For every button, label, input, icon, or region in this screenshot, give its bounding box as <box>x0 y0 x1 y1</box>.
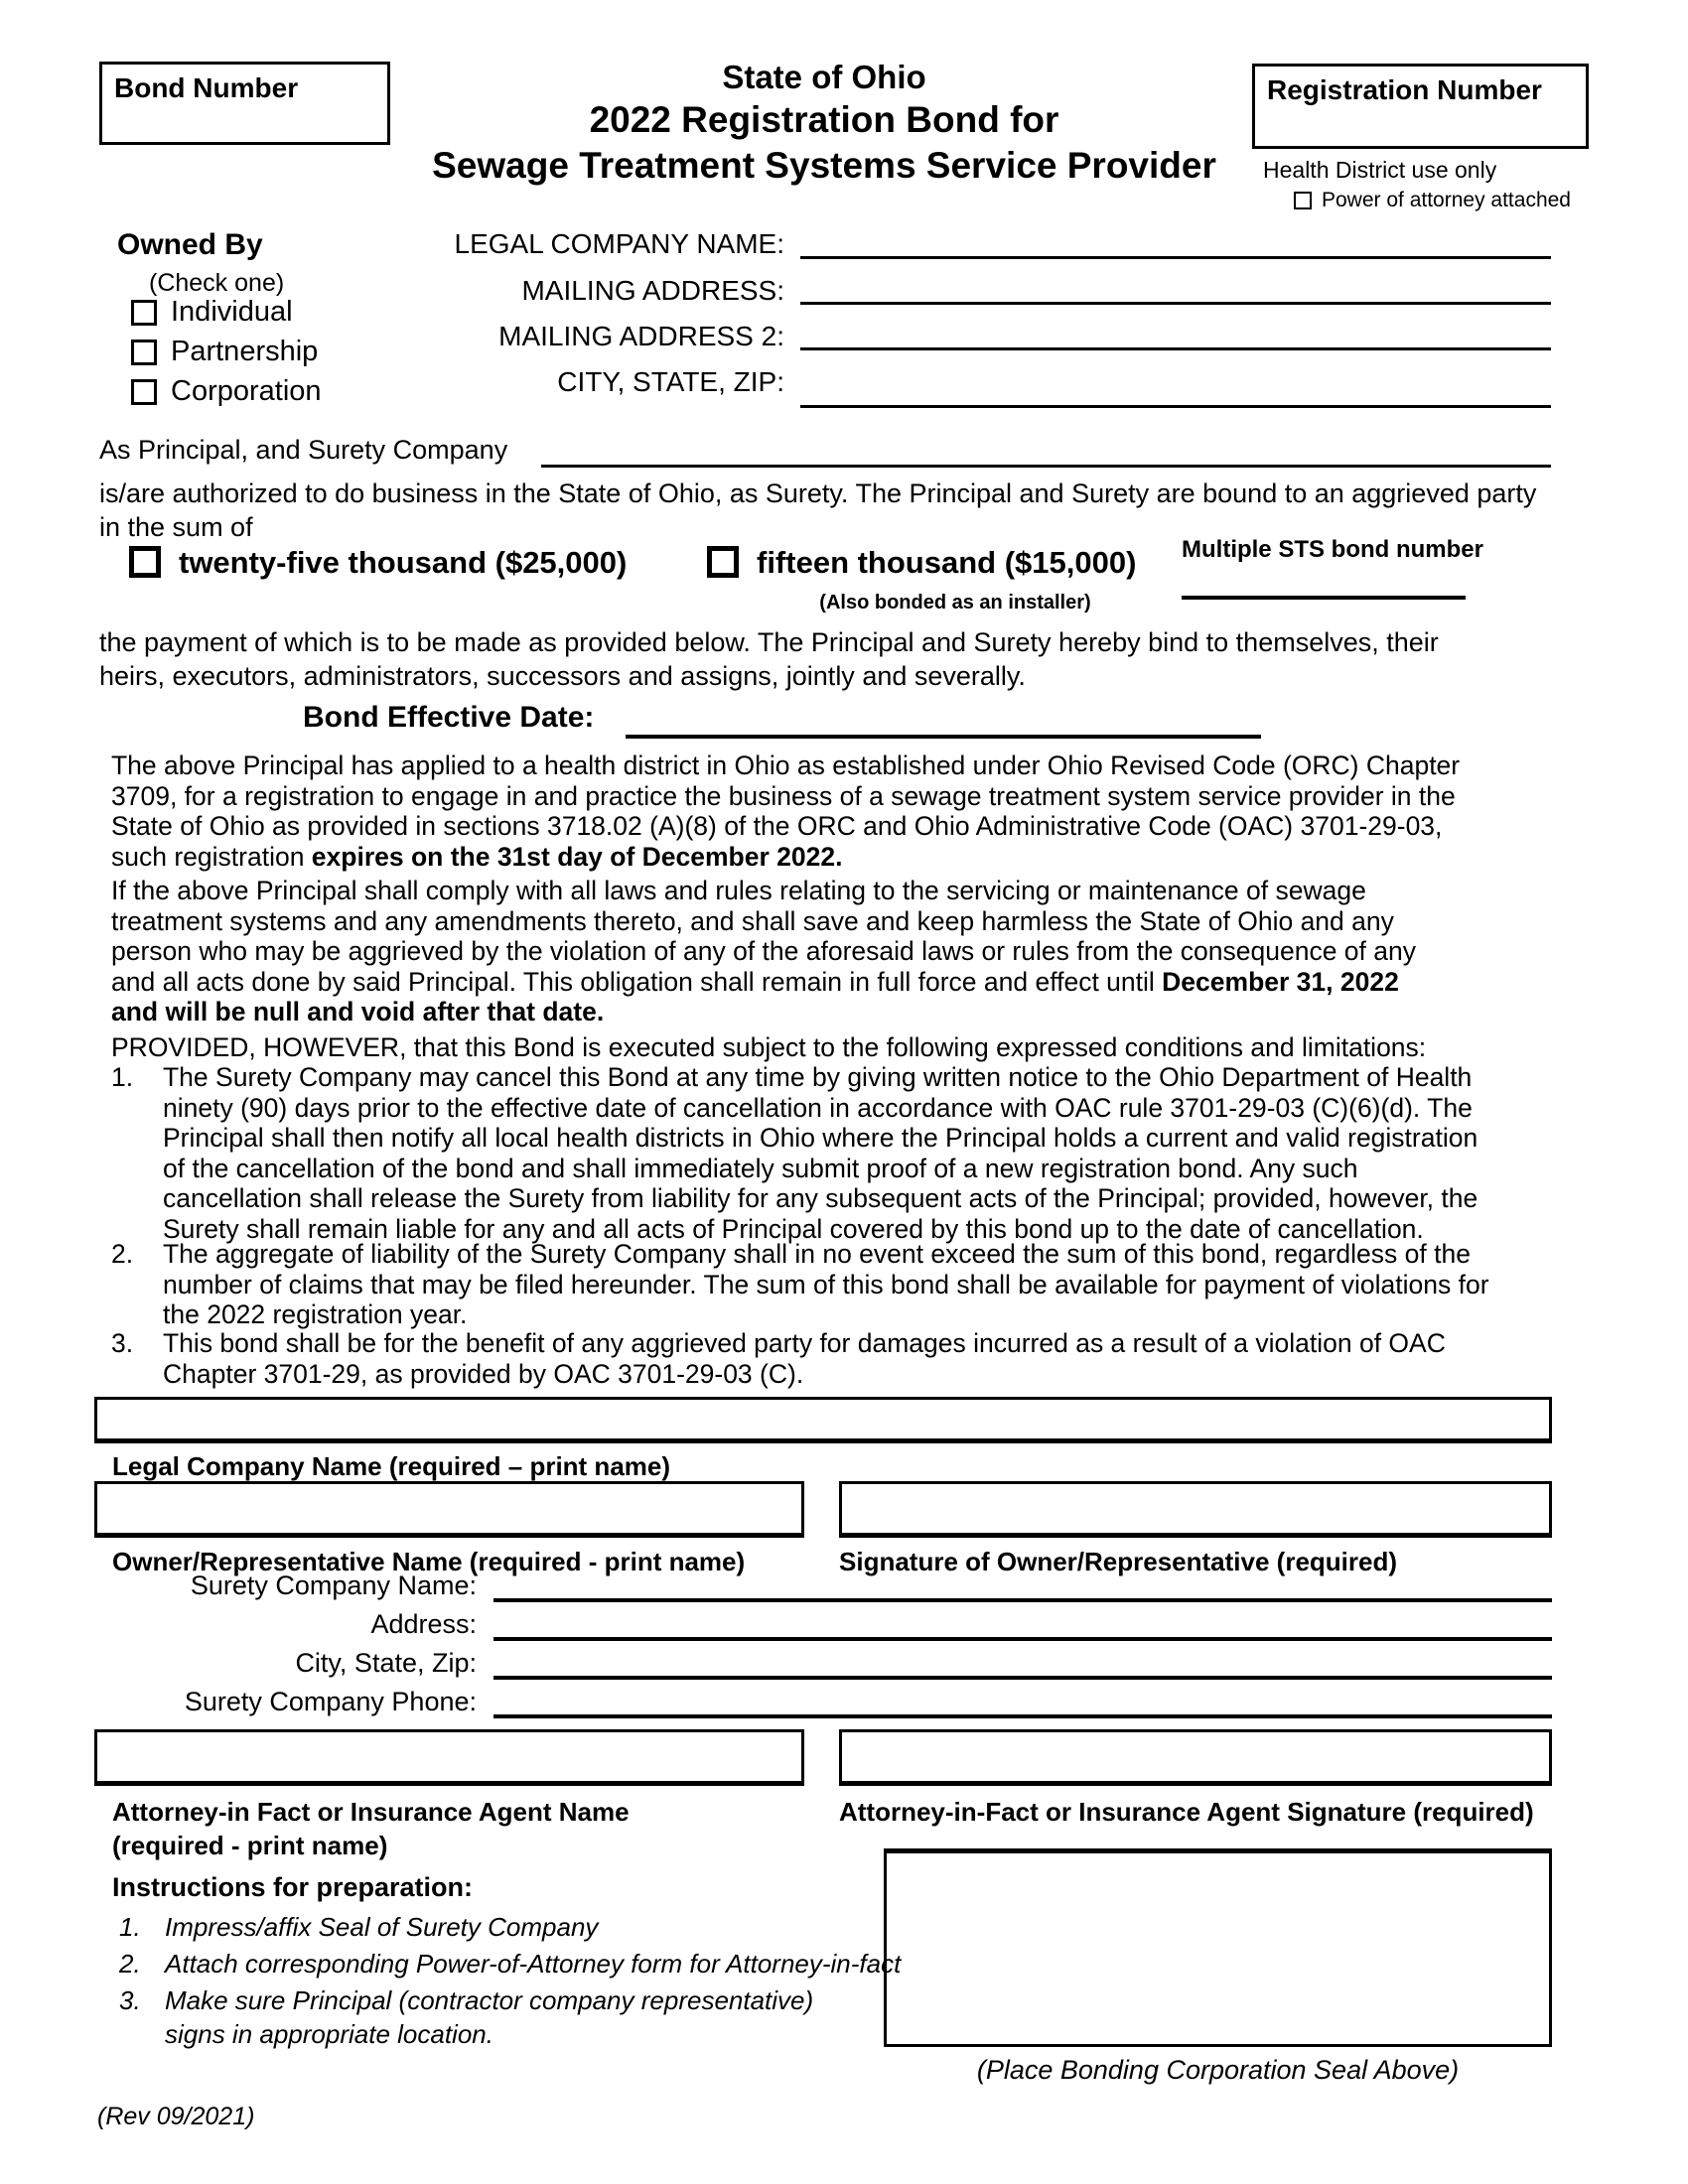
principal-lead-text: As Principal, and Surety Company <box>99 435 508 465</box>
applied-bold-text: expires on the 31st day of December 2022. <box>311 841 843 872</box>
sum-25000-checkbox[interactable] <box>129 546 161 578</box>
surety-address-label: Address: <box>370 1609 477 1639</box>
condition-2-number: 2. <box>111 1239 134 1269</box>
applied-text: The above Principal has applied to a health district in Ohio as established under Ohio Revised Code (ORC) Chapter 3709, for a registration to engage in and practice the business of a sewage treatment system service provider in the State of Ohio as provided in sections 3718.02 (A)(8) of the ORC and Ohio Administrative Code (OAC) 3701-29-03, such registration <box>111 751 1461 872</box>
condition-1-text: The Surety Company may cancel this Bond at any time by giving written notice to the Ohio Department of Health ninety (90) days prior to the effective date of cancellation in accordance with OAC rule 3701-29-03 (C)(6)(d). The Principal shall then notify all local health districts in Ohio where the Principal holds a current and valid registration of the cancellation of the bond and shall immediately submit proof of a new registration bond. Any such cancellation shall release the Surety from liability for any subsequent acts of the Principal; provided, however, the Surety shall remain liable for any and all acts of Principal covered by this bond up to the date of cancellation. <box>163 1062 1478 1244</box>
power-of-attorney-checkbox[interactable] <box>1294 192 1312 209</box>
partnership-label: Partnership <box>171 336 319 367</box>
owner-name-label: Owner/Representative Name (required - print name) <box>112 1547 746 1576</box>
sum-25000-label: twenty-five thousand ($25,000) <box>179 545 628 580</box>
owner-signature-label: Signature of Owner/Representative (required) <box>839 1547 1398 1576</box>
condition-item-2 <box>111 1239 1501 1330</box>
surety-company-name-line[interactable] <box>493 1598 1552 1602</box>
title-line-1: State of Ohio <box>722 59 926 95</box>
attorney-signature-label: Attorney-in-Fact or Insurance Agent Signature (required) <box>839 1797 1534 1827</box>
authorized-text: is/are authorized to do business in the State of Ohio, as Surety. The Principal and Surety are bound to an aggrieved party in the sum of <box>99 478 1537 542</box>
instruction-item-1 <box>119 1910 904 1944</box>
payment-text: the payment of which is to be made as provided below. The Principal and Surety hereby bind to themselves, their heirs, executors, administrators, successors and assigns, jointly and severally. <box>99 627 1439 691</box>
attorney-name-label-line2: (required - print name) <box>112 1831 388 1860</box>
attorney-name-label-line1: Attorney-in Fact or Insurance Agent Name <box>112 1797 630 1827</box>
condition-item-3 <box>111 1328 1501 1389</box>
surety-city-state-zip-line[interactable] <box>493 1676 1552 1680</box>
instructions-title: Instructions for preparation: <box>112 1872 474 1902</box>
surety-company-line[interactable] <box>541 465 1551 468</box>
condition-1-number: 1. <box>111 1062 134 1092</box>
owner-name-input-box[interactable] <box>94 1481 804 1538</box>
registration-number-box[interactable] <box>1252 64 1589 149</box>
condition-2-text: The aggregate of liability of the Surety Company shall in no event exceed the sum of this bond, regardless of the number of claims that may be filed hereunder. The sum of this bond shall be available for payment of violations for the 2022 registration year. <box>163 1239 1489 1329</box>
instruction-item-3 <box>119 1983 814 2051</box>
instruction-1-number: 1. <box>119 1912 141 1942</box>
attorney-signature-input-box[interactable] <box>839 1729 1552 1786</box>
owned-by-heading: Owned By <box>117 228 263 261</box>
instruction-2-text: Attach corresponding Power-of-Attorney form for Attorney-in-fact <box>165 1949 902 1979</box>
instruction-1-text: Impress/affix Seal of Surety Company <box>165 1912 599 1942</box>
corporation-checkbox[interactable] <box>131 379 157 405</box>
owned-by-option-partnership <box>131 336 318 368</box>
owned-by-subheading: (Check one) <box>149 269 285 297</box>
sum-15000-label: fifteen thousand ($15,000) <box>757 545 1137 580</box>
instruction-3-number: 3. <box>119 1985 141 2015</box>
instruction-item-2 <box>119 1947 904 1980</box>
partnership-checkbox[interactable] <box>131 340 157 365</box>
revision-note: (Rev 09/2021) <box>97 2103 255 2130</box>
mailing-address-line[interactable] <box>800 302 1551 305</box>
condition-3-number: 3. <box>111 1328 134 1358</box>
bond-effective-date-label: Bond Effective Date: <box>303 701 595 734</box>
seal-caption: (Place Bonding Corporation Seal Above) <box>976 2055 1460 2085</box>
health-district-note: Health District use only <box>1263 157 1497 183</box>
city-state-zip-label: CITY, STATE, ZIP: <box>557 366 784 397</box>
power-of-attorney-label: Power of attorney attached <box>1322 189 1571 211</box>
mailing-address-2-line[interactable] <box>800 347 1551 350</box>
corporation-label: Corporation <box>171 375 322 407</box>
owned-by-option-individual <box>131 296 293 329</box>
attorney-name-input-box[interactable] <box>94 1729 804 1786</box>
surety-phone-line[interactable] <box>493 1714 1552 1718</box>
bond-effective-date-line[interactable] <box>626 735 1261 739</box>
instruction-2-number: 2. <box>119 1949 141 1979</box>
title-line-2: 2022 Registration Bond for <box>589 99 1059 140</box>
comply-text: If the above Principal shall comply with all laws and rules relating to the servicing or maintenance of sewage treatment systems and any amendments thereto, and shall save and keep harmless the State of Ohio and any person who may be aggrieved by the violation of any of the aforesaid laws or rules from the consequence of any and all acts done by said Principal. This obligation shall remain in full force and effect until <box>111 876 1416 997</box>
surety-address-line[interactable] <box>493 1637 1552 1641</box>
condition-3-text: This bond shall be for the benefit of any aggrieved party for damages incurred as a result of a violation of OAC Chapter 3701-29, as provided by OAC 3701-29-03 (C). <box>163 1328 1446 1389</box>
bonding-seal-box <box>884 1848 1552 2047</box>
form-title <box>328 58 1321 189</box>
title-line-3: Sewage Treatment Systems Service Provider <box>432 145 1216 186</box>
individual-checkbox[interactable] <box>131 300 157 326</box>
mailing-address-label: MAILING ADDRESS: <box>521 275 784 306</box>
legal-company-name-required-label: Legal Company Name (required – print name) <box>112 1451 671 1481</box>
individual-label: Individual <box>171 296 293 328</box>
registration-number-label: Registration Number <box>1267 74 1542 105</box>
multiple-sts-label: Multiple STS bond number <box>1182 536 1483 563</box>
condition-item-1 <box>111 1062 1501 1244</box>
bond-number-label: Bond Number <box>114 72 299 103</box>
city-state-zip-line[interactable] <box>800 405 1551 408</box>
surety-phone-label: Surety Company Phone: <box>184 1687 477 1716</box>
attorney-name-label <box>112 1795 630 1862</box>
applied-paragraph <box>111 751 1496 872</box>
sum-15000-note: (Also bonded as an installer) <box>819 592 1091 614</box>
comply-paragraph <box>111 876 1442 1027</box>
owned-by-option-corporation <box>131 375 322 408</box>
legal-company-name-input-box[interactable] <box>94 1397 1552 1443</box>
surety-city-state-zip-label: City, State, Zip: <box>295 1648 477 1678</box>
multiple-sts-line[interactable] <box>1182 596 1466 600</box>
instruction-3-text: Make sure Principal (contractor company representative) signs in appropriate location. <box>165 1985 814 2049</box>
surety-company-name-label: Surety Company Name: <box>190 1570 477 1600</box>
legal-company-name-line[interactable] <box>800 256 1551 259</box>
mailing-address-2-label: MAILING ADDRESS 2: <box>498 321 784 351</box>
power-of-attorney-row <box>1294 189 1571 212</box>
legal-company-name-label: LEGAL COMPANY NAME: <box>454 228 784 259</box>
owner-signature-input-box[interactable] <box>839 1481 1552 1538</box>
sum-15000-checkbox[interactable] <box>707 546 739 578</box>
conditions-intro: PROVIDED, HOWEVER, that this Bond is executed subject to the following expressed conditions and limitations: <box>111 1032 1427 1062</box>
comply-bold-text: December 31, 2022 and will be null and void after that date. <box>111 966 1399 1026</box>
